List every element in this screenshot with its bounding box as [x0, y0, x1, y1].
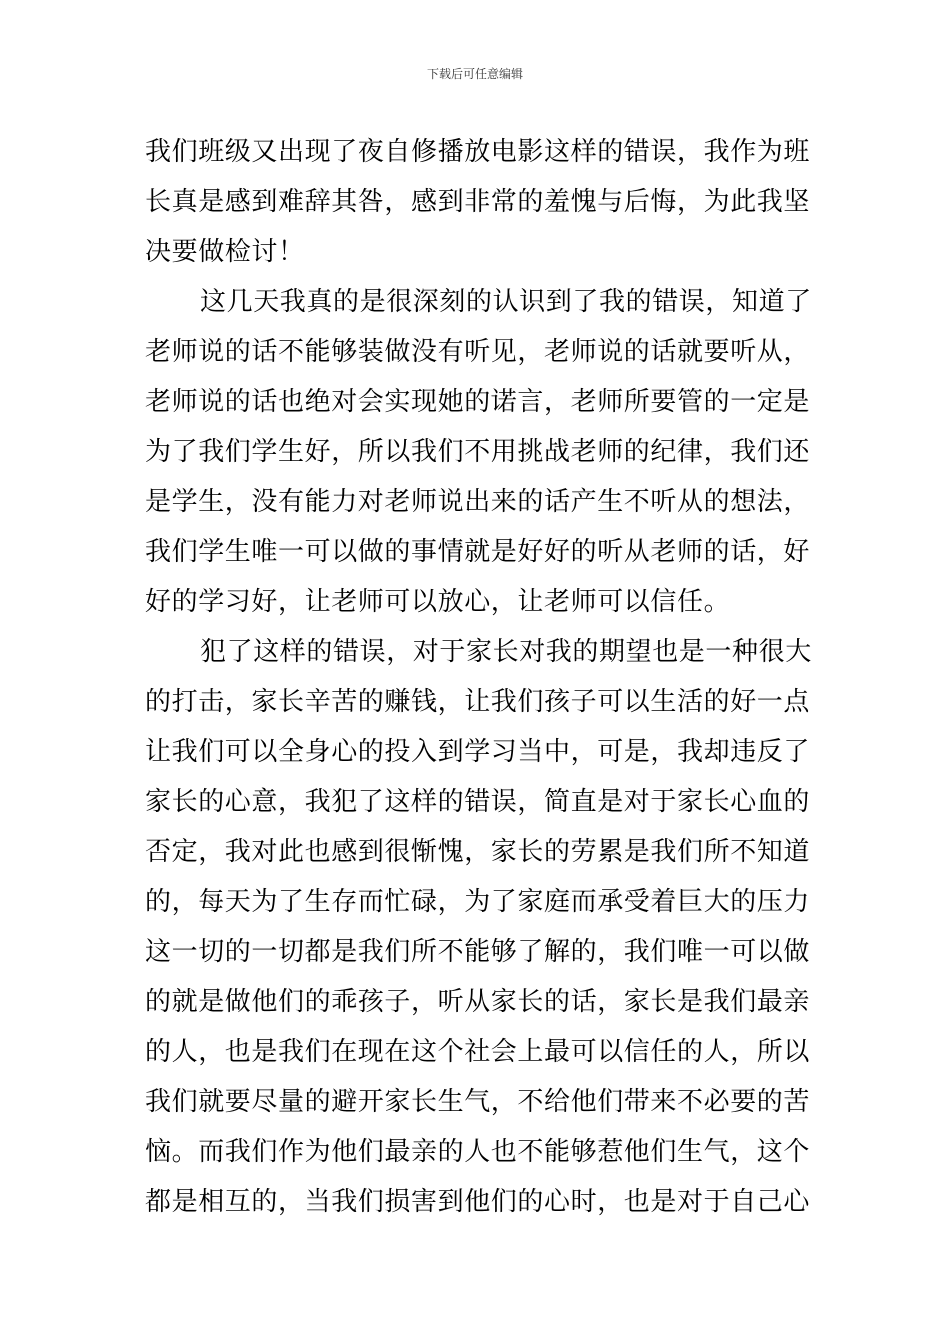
- text-line: 我们学生唯一可以做的事情就是好好的听从老师的话，好: [145, 537, 811, 567]
- text-line: 好的学习好，让老师可以放心，让老师可以信任。: [145, 587, 731, 617]
- text-line: 的，每天为了生存而忙碌，为了家庭而承受着巨大的压力: [145, 887, 811, 917]
- text-line: 家长的心意，我犯了这样的错误，简直是对于家长心血的: [145, 787, 811, 817]
- text-line: 恼。而我们作为他们最亲的人也不能够惹他们生气，这个: [145, 1137, 811, 1167]
- text-line: 我们就要尽量的避开家长生气，不给他们带来不必要的苦: [145, 1087, 811, 1117]
- text-line: 是学生，没有能力对老师说出来的话产生不听从的想法，: [145, 487, 811, 517]
- text-line: 都是相互的，当我们损害到他们的心时，也是对于自己心: [145, 1187, 811, 1217]
- text-line: 老师说的话也绝对会实现她的诺言，老师所要管的一定是: [145, 387, 811, 417]
- text-line: 否定，我对此也感到很惭愧，家长的劳累是我们所不知道: [145, 837, 811, 867]
- paragraph-first-line: 这几天我真的是很深刻的认识到了我的错误，知道了: [200, 287, 812, 317]
- text-line: 我们班级又出现了夜自修播放电影这样的错误，我作为班: [145, 137, 811, 167]
- text-line: 长真是感到难辞其咎，感到非常的羞愧与后悔，为此我坚: [145, 187, 811, 217]
- text-line: 为了我们学生好，所以我们不用挑战老师的纪律，我们还: [145, 437, 811, 467]
- text-line: 这一切的一切都是我们所不能够了解的，我们唯一可以做: [145, 937, 811, 967]
- page-header-note: 下载后可任意编辑: [426, 67, 523, 81]
- text-line: 让我们可以全身心的投入到学习当中，可是，我却违反了: [145, 737, 811, 767]
- text-line: 的人，也是我们在现在这个社会上最可以信任的人，所以: [145, 1037, 811, 1067]
- document-body: [145, 127, 812, 1227]
- text-line: 的就是做他们的乖孩子，听从家长的话，家长是我们最亲: [145, 987, 811, 1017]
- text-line: 决要做检讨！: [145, 237, 305, 267]
- text-line: 的打击，家长辛苦的赚钱，让我们孩子可以生活的好一点: [145, 687, 811, 717]
- paragraph-first-line: 犯了这样的错误，对于家长对我的期望也是一种很大: [200, 637, 812, 667]
- text-line: 老师说的话不能够装做没有听见，老师说的话就要听从，: [145, 337, 811, 367]
